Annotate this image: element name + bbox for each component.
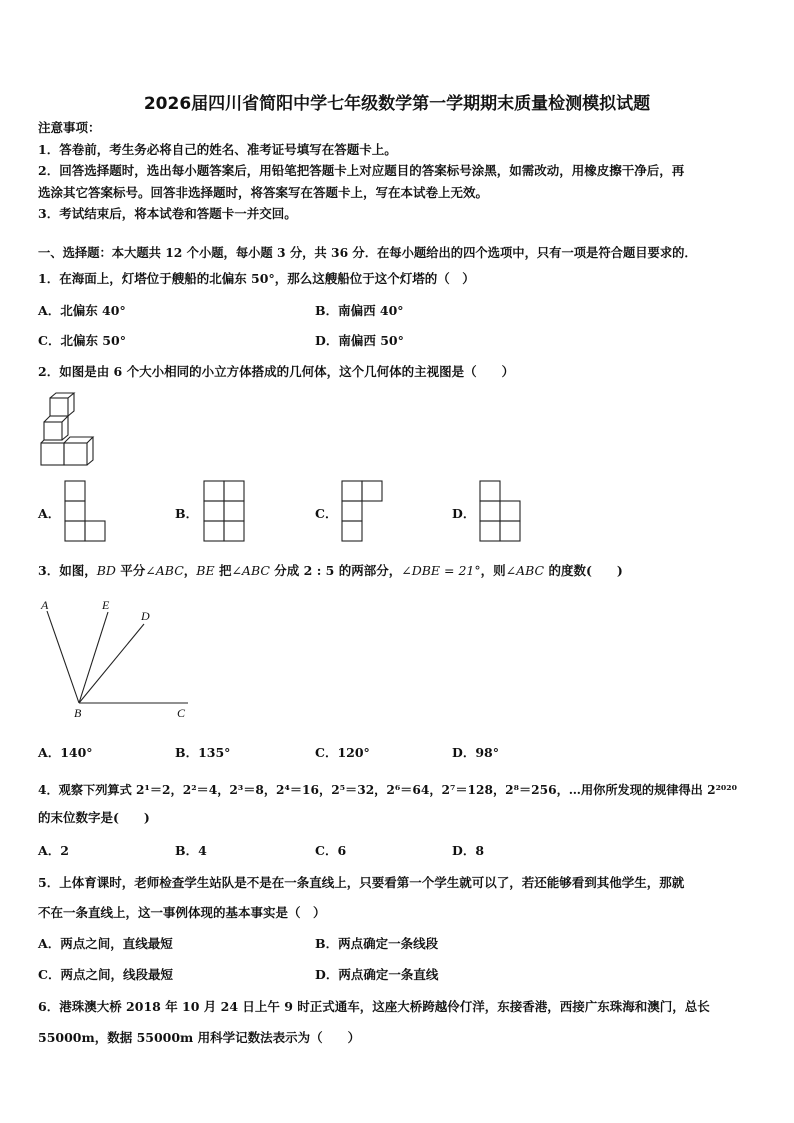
q3-stem-part: 把 (214, 563, 232, 578)
q3-option-c: C．120° (315, 745, 370, 760)
q4-option-a: A．2 (38, 843, 69, 858)
q4-option-c: C．6 (315, 843, 347, 858)
q4-stem: 4．观察下列算式 2¹＝2，2²＝4，2³＝8，2⁴＝16，2⁵＝32，2⁶＝64，2⁷＝128，2⁸＝256，…用你所发现的规律得出 2²⁰²⁰ (38, 783, 737, 797)
q1-option-d: D．南偏西 50° (315, 333, 404, 348)
q3-stem-part: 分成 2 : 5 的两部分， (269, 563, 402, 578)
q2-option-c-label: C． (315, 506, 338, 521)
q3-label-b: B (74, 706, 82, 720)
q3-bd: BD (96, 563, 116, 578)
q6-stem-cont: 55000m，数据 55000m 用科学记数法表示为（ ） (38, 1030, 361, 1045)
q2-option-c-figure (341, 480, 386, 542)
q5-stem: 5．上体育课时，老师检查学生站队是不是在一条直线上，只要看第一个学生就可以了，若还能够看到其他学生，那就 (38, 875, 685, 890)
q3-angle-dbe: ∠DBE = 21° (401, 563, 481, 578)
notice-item-2-cont: 选涂其它答案标号。回答非选择题时，将答案写在答题卡上，写在本试卷上无效。 (38, 185, 489, 200)
q2-option-a-figure (64, 480, 109, 542)
q4-stem-cont: 的末位数字是( ) (38, 810, 150, 825)
q1-option-b: B．南偏西 40° (315, 303, 404, 318)
q3-angle-abc: ∠ABC (231, 563, 270, 578)
q2-solid-figure (38, 390, 98, 470)
q2-option-b-figure (203, 480, 248, 542)
q5-option-d: D．两点确定一条直线 (315, 967, 439, 982)
q3-label-e: E (102, 598, 110, 612)
q3-stem-part: 3．如图， (38, 563, 97, 578)
q3-angle-figure (38, 597, 198, 722)
notice-item-1: 1．答卷前，考生务必将自己的姓名、准考证号填写在答题卡上。 (38, 142, 397, 157)
q5-option-a: A．两点之间，直线最短 (38, 936, 173, 951)
q3-stem-part: ， (183, 563, 197, 578)
q3-stem-part: 平分 (115, 563, 146, 578)
q3-stem-part: 的度数( ) (544, 563, 623, 578)
q3-angle-abc: ∠ABC (505, 563, 545, 578)
q2-option-d-figure (479, 480, 524, 542)
page-title: 2026届四川省简阳中学七年级数学第一学期期末质量检测模拟试题 (143, 94, 651, 114)
q6-stem: 6．港珠澳大桥 2018 年 10 月 24 日上午 9 时正式通车，这座大桥跨越伶仃洋，东接香港，西接广东珠海和澳门，总长 (38, 999, 710, 1014)
q1-option-c: C．北偏东 50° (38, 333, 126, 348)
q3-label-d: D (141, 609, 150, 623)
q3-be: BE (196, 563, 215, 578)
q1-option-a: A．北偏东 40° (38, 303, 126, 318)
notice-heading: 注意事项： (38, 120, 101, 135)
q4-option-b: B．4 (175, 843, 207, 858)
q3-label-c: C (177, 706, 186, 720)
section-heading: 一、选择题：本大题共 12 个小题，每小题 3 分，共 36 分．在每小题给出的四个选项中，只有一项是符合题目要求的． (38, 245, 697, 260)
q3-stem (38, 563, 623, 579)
q5-option-c: C．两点之间，线段最短 (38, 967, 173, 982)
q2-option-b-label: B． (175, 506, 199, 521)
q5-stem-cont: 不在一条直线上，这一事例体现的基本事实是（ ） (38, 905, 326, 920)
q4-option-d: D．8 (452, 843, 485, 858)
q2-option-d-label: D． (452, 506, 476, 521)
q2-stem: 2．如图是由 6 个大小相同的小立方体搭成的几何体，这个几何体的主视图是（ ） (38, 364, 515, 379)
q5-option-b: B．两点确定一条线段 (315, 936, 439, 951)
notice-item-3: 3．考试结束后，将本试卷和答题卡一并交回。 (38, 206, 297, 221)
q3-option-b: B．135° (175, 745, 231, 760)
q3-angle-abc: ∠ABC (145, 563, 184, 578)
q3-label-a: A (41, 598, 49, 612)
q3-stem-part: ，则 (480, 563, 506, 578)
q3-option-a: A．140° (38, 745, 93, 760)
q1-stem: 1．在海面上，灯塔位于艘船的北偏东 50°，那么这艘船位于这个灯塔的（ ） (38, 271, 475, 286)
q3-option-d: D．98° (452, 745, 499, 760)
q2-option-a-label: A． (38, 506, 61, 521)
notice-item-2: 2．回答选择题时，选出每小题答案后，用铅笔把答题卡上对应题目的答案标号涂黑，如需改动，用橡皮擦干净后，再 (38, 163, 685, 178)
